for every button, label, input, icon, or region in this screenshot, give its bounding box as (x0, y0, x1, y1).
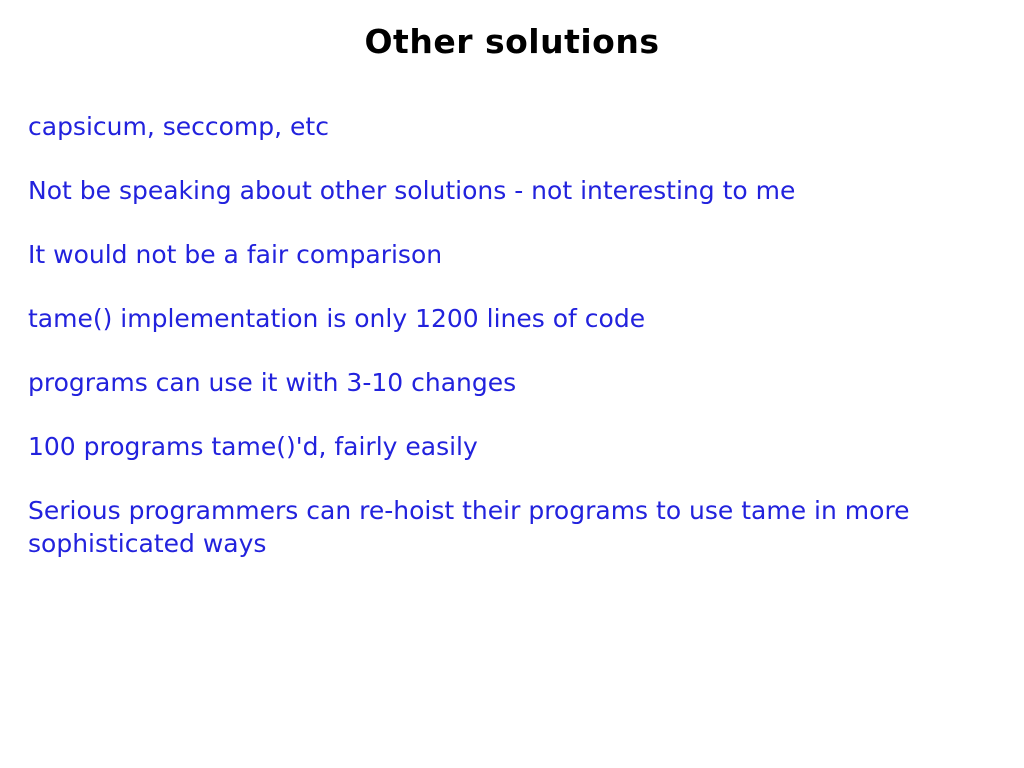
page-title: Other solutions (364, 22, 660, 61)
body-line: programs can use it with 3-10 changes (28, 368, 517, 397)
body-line: capsicum, seccomp, etc (28, 112, 329, 141)
body-line: It would not be a fair comparison (28, 240, 443, 269)
body-line: Serious programmers can re-hoist their programs to use tame in more sophisticated ways (28, 496, 918, 558)
body-line: Not be speaking about other solutions - not interesting to me (28, 176, 796, 205)
slide-body (28, 110, 958, 560)
body-line: tame() implementation is only 1200 lines of code (28, 304, 646, 333)
body-line: 100 programs tame()'d, fairly easily (28, 432, 478, 461)
